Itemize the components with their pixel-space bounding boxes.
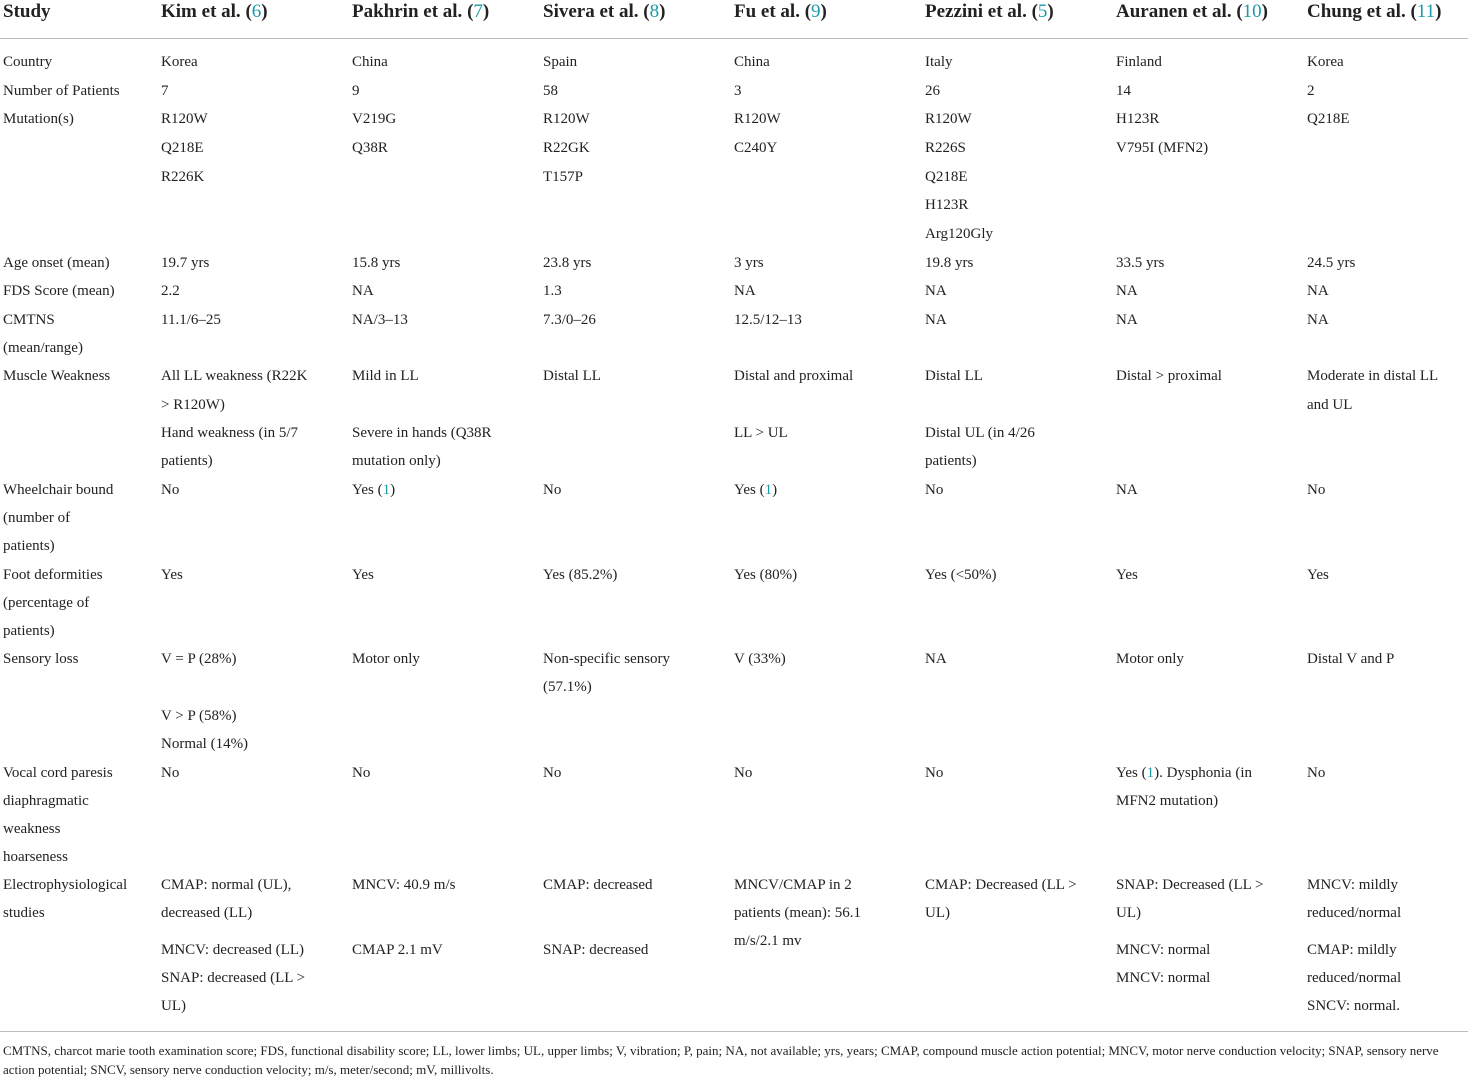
- cell-weakness: and UL: [1307, 397, 1353, 413]
- cell-electro: CMAP: decreased: [543, 877, 653, 893]
- row-label-age-onset: Age onset (mean): [3, 255, 110, 271]
- row-label-cmtns: (mean/range): [3, 340, 83, 356]
- citation-link[interactable]: 6: [251, 1, 262, 22]
- table-footnote: CMTNS, charcot marie tooth examination score; FDS, functional disability score; LL, lower limbs; UL, upper limbs; V, vibration; P, pain; NA, not available; yrs, years; CMAP, compound muscle action potential; MNCV, motor nerve conduction velocity; SNAP, sensory nerve action potential; SNCV, sensory nerve conduction velocity; m/s, meter/second; mV, millivolts.: [3, 1043, 1439, 1077]
- cell-electro: CMAP: normal (UL),: [161, 877, 292, 893]
- row-label-electro: Electrophysiological: [3, 877, 128, 893]
- cell-electro: MNCV: normal: [1116, 970, 1211, 986]
- cell-electro: MNCV/CMAP in 2: [734, 877, 852, 893]
- cell-cmtns: 11.1/6–25: [161, 312, 221, 328]
- study-name: Chung et al.: [1307, 1, 1406, 22]
- cell-fds: NA: [352, 283, 374, 299]
- cell-mutation: Q218E: [1307, 111, 1350, 127]
- cell-age-onset: 15.8 yrs: [352, 255, 401, 271]
- cell-mutation: V795I (MFN2): [1116, 140, 1209, 156]
- citation-link[interactable]: 10: [1242, 1, 1262, 22]
- study-name: Pakhrin et al.: [352, 1, 463, 22]
- cell-country: Finland: [1116, 54, 1162, 70]
- citation-link[interactable]: 8: [649, 1, 660, 22]
- cell-weakness: mutation only): [352, 453, 441, 469]
- cell-weakness: patients): [161, 453, 213, 469]
- cell-sensory: Motor only: [352, 651, 420, 667]
- cell-age-onset: 24.5 yrs: [1307, 255, 1356, 271]
- row-label-mutations: Mutation(s): [3, 111, 74, 127]
- cell-cmtns: 12.5/12–13: [734, 312, 802, 328]
- cell-mutation: C240Y: [734, 140, 778, 156]
- cell-text: ): [772, 482, 778, 498]
- cell-foot: Yes (<50%): [925, 567, 997, 583]
- row-label-wheelchair: patients): [3, 538, 55, 554]
- cell-mutation: R120W: [161, 111, 208, 127]
- study-name: Auranen et al.: [1116, 1, 1232, 22]
- row-label-cmtns: CMTNS: [3, 312, 55, 328]
- study-name: Pezzini et al.: [925, 1, 1027, 22]
- header-study-5: Pezzini et al. (5): [925, 1, 1054, 22]
- cell-wheelchair: [352, 476, 395, 504]
- cell-weakness: All LL weakness (R22K: [161, 368, 308, 384]
- cell-wheelchair: No: [925, 482, 944, 498]
- header-study-label: Study: [3, 1, 51, 22]
- cell-electro: MNCV: normal: [1116, 942, 1211, 958]
- cell-sensory: (57.1%): [543, 679, 592, 695]
- cell-wheelchair: No: [1307, 482, 1326, 498]
- cell-age-onset: 19.7 yrs: [161, 255, 210, 271]
- cell-text: Yes (: [352, 482, 383, 498]
- citation-link[interactable]: 11: [1416, 1, 1436, 22]
- cell-sensory: Normal (14%): [161, 736, 249, 752]
- cell-country: Spain: [543, 54, 578, 70]
- cell-age-onset: 23.8 yrs: [543, 255, 592, 271]
- citation-link[interactable]: 1: [1146, 765, 1155, 781]
- cell-electro: decreased (LL): [161, 905, 253, 921]
- cell-mutation: Q38R: [352, 140, 388, 156]
- cell-patients: 3: [734, 83, 742, 99]
- cell-sensory: V > P (58%): [161, 708, 237, 724]
- cell-wheelchair: No: [161, 482, 180, 498]
- header-study-6: Auranen et al. (10): [1116, 1, 1268, 22]
- row-label-foot: (percentage of: [3, 595, 90, 611]
- cell-vocal: No: [1307, 765, 1326, 781]
- header-study-1: Kim et al. (6): [161, 1, 268, 22]
- cell-fds: 2.2: [161, 283, 180, 299]
- cell-sensory: NA: [925, 651, 947, 667]
- cell-electro: CMAP 2.1 mV: [352, 942, 443, 958]
- cell-weakness: Distal UL (in 4/26: [925, 425, 1035, 441]
- row-label-electro: studies: [3, 905, 45, 921]
- cell-fds: 1.3: [543, 283, 562, 299]
- cell-weakness: Mild in LL: [352, 368, 419, 384]
- cell-mutation: R120W: [543, 111, 590, 127]
- cell-weakness: Distal > proximal: [1116, 368, 1222, 384]
- cell-patients: 7: [161, 83, 169, 99]
- study-name: Fu et al.: [734, 1, 800, 22]
- cell-electro: CMAP: Decreased (LL >: [925, 877, 1077, 893]
- cell-fds: NA: [925, 283, 947, 299]
- cell-mutation: H123R: [925, 197, 969, 213]
- cell-weakness: Moderate in distal LL: [1307, 368, 1439, 384]
- row-label-vocal: hoarseness: [3, 849, 68, 865]
- header-study-2: Pakhrin et al. (7): [352, 1, 490, 22]
- cell-electro: MNCV: decreased (LL): [161, 942, 304, 958]
- cell-mutation: R120W: [925, 111, 972, 127]
- cell-text: Yes (: [734, 482, 765, 498]
- cell-sensory: Non-specific sensory: [543, 651, 671, 667]
- cell-foot: Yes: [352, 567, 374, 583]
- header-study: [3, 0, 51, 24]
- cell-cmtns: NA: [925, 312, 947, 328]
- cell-cmtns: NA: [1116, 312, 1138, 328]
- cell-text: Yes (: [1116, 765, 1147, 781]
- cell-vocal: MFN2 mutation): [1116, 793, 1219, 809]
- cell-electro: UL): [925, 905, 950, 921]
- cell-vocal: No: [543, 765, 562, 781]
- cell-country: Korea: [1307, 54, 1344, 70]
- cell-electro: SNAP: Decreased (LL >: [1116, 877, 1264, 893]
- citation-link[interactable]: 7: [473, 1, 483, 22]
- cell-electro: patients (mean): 56.1: [734, 905, 862, 921]
- header-divider: [0, 38, 1468, 39]
- cell-sensory: Motor only: [1116, 651, 1184, 667]
- cell-sensory: V (33%): [734, 651, 786, 667]
- cell-weakness: Distal and proximal: [734, 368, 854, 384]
- citation-link[interactable]: 5: [1037, 1, 1048, 22]
- cell-electro: m/s/2.1 mv: [734, 933, 802, 949]
- cell-country: Korea: [161, 54, 198, 70]
- cell-cmtns: NA/3–13: [352, 312, 408, 328]
- cell-foot: Yes (85.2%): [543, 567, 618, 583]
- cell-weakness: Distal LL: [925, 368, 983, 384]
- header-study-3: Sivera et al. (8): [543, 1, 666, 22]
- footer-divider: [0, 1031, 1468, 1032]
- cell-wheelchair: NA: [1116, 482, 1138, 498]
- cell-country: China: [734, 54, 770, 70]
- cell-electro: UL): [161, 998, 186, 1014]
- cell-electro: UL): [1116, 905, 1141, 921]
- row-label-weakness: Muscle Weakness: [3, 368, 111, 384]
- row-label-foot: patients): [3, 623, 55, 639]
- row-label-fds: FDS Score (mean): [3, 283, 115, 299]
- cell-wheelchair: No: [543, 482, 562, 498]
- row-label-vocal: Vocal cord paresis: [3, 765, 113, 781]
- cell-vocal: [1116, 759, 1252, 787]
- row-label-country: Country: [3, 54, 53, 70]
- row-label-wheelchair: (number of: [3, 510, 71, 526]
- citation-link[interactable]: 9: [811, 1, 821, 22]
- cell-fds: NA: [734, 283, 756, 299]
- cell-weakness: patients): [925, 453, 977, 469]
- row-label-sensory: Sensory loss: [3, 651, 79, 667]
- cell-age-onset: 33.5 yrs: [1116, 255, 1165, 271]
- cell-electro: SNAP: decreased (LL >: [161, 970, 306, 986]
- row-label-vocal: weakness: [3, 821, 61, 837]
- cell-patients: 26: [925, 83, 940, 99]
- cell-foot: Yes (80%): [734, 567, 798, 583]
- cell-fds: NA: [1307, 283, 1329, 299]
- cell-foot: Yes: [161, 567, 183, 583]
- cell-electro: SNCV: normal.: [1307, 998, 1401, 1014]
- citation-link[interactable]: 1: [764, 482, 773, 498]
- cell-electro: reduced/normal: [1307, 970, 1402, 986]
- cell-weakness: Severe in hands (Q38R: [352, 425, 492, 441]
- row-label-patients: Number of Patients: [3, 83, 120, 99]
- cell-sensory: V = P (28%): [161, 651, 237, 667]
- cell-mutation: R226S: [925, 140, 966, 156]
- cell-patients: 2: [1307, 83, 1315, 99]
- cell-sensory: Distal V and P: [1307, 651, 1395, 667]
- table-header: [0, 0, 1468, 24]
- study-name: Kim et al.: [161, 1, 241, 22]
- cell-mutation: Q218E: [925, 169, 968, 185]
- cell-mutation: Q218E: [161, 140, 204, 156]
- row-label-foot: Foot deformities: [3, 567, 103, 583]
- cell-patients: 58: [543, 83, 558, 99]
- cell-text: ). Dysphonia (in: [1154, 765, 1252, 781]
- cell-age-onset: 3 yrs: [734, 255, 764, 271]
- cell-electro: CMAP: mildly: [1307, 942, 1397, 958]
- cell-foot: Yes: [1307, 567, 1329, 583]
- cell-weakness: > R120W): [161, 397, 225, 413]
- row-label-wheelchair: Wheelchair bound: [3, 482, 114, 498]
- cell-electro: MNCV: 40.9 m/s: [352, 877, 456, 893]
- cell-mutation: Arg120Gly: [925, 226, 994, 242]
- cell-electro: reduced/normal: [1307, 905, 1402, 921]
- cell-patients: 9: [352, 83, 360, 99]
- cell-mutation: T157P: [543, 169, 584, 185]
- cell-vocal: No: [925, 765, 944, 781]
- cell-mutation: H123R: [1116, 111, 1160, 127]
- cell-vocal: No: [352, 765, 371, 781]
- cell-electro: SNAP: decreased: [543, 942, 649, 958]
- cell-electro: MNCV: mildly: [1307, 877, 1398, 893]
- cell-patients: 14: [1116, 83, 1131, 99]
- cell-country: Italy: [925, 54, 953, 70]
- cell-weakness: Hand weakness (in 5/7: [161, 425, 299, 441]
- citation-link[interactable]: 1: [382, 482, 391, 498]
- cell-weakness: LL > UL: [734, 425, 788, 441]
- cell-weakness: Distal LL: [543, 368, 601, 384]
- cell-mutation: R226K: [161, 169, 205, 185]
- cell-cmtns: NA: [1307, 312, 1329, 328]
- cell-cmtns: 7.3/0–26: [543, 312, 596, 328]
- header-study-4: Fu et al. (9): [734, 1, 827, 22]
- cell-foot: Yes: [1116, 567, 1138, 583]
- cell-vocal: No: [161, 765, 180, 781]
- row-label-vocal: diaphragmatic: [3, 793, 89, 809]
- cell-age-onset: 19.8 yrs: [925, 255, 974, 271]
- study-name: Sivera et al.: [543, 1, 639, 22]
- cell-vocal: No: [734, 765, 753, 781]
- header-study-7: Chung et al. (11): [1307, 1, 1442, 22]
- cell-fds: NA: [1116, 283, 1138, 299]
- cell-mutation: R22GK: [543, 140, 590, 156]
- cell-mutation: R120W: [734, 111, 781, 127]
- cell-wheelchair: [734, 476, 777, 504]
- cell-mutation: V219G: [352, 111, 397, 127]
- cell-country: China: [352, 54, 388, 70]
- cell-text: ): [390, 482, 396, 498]
